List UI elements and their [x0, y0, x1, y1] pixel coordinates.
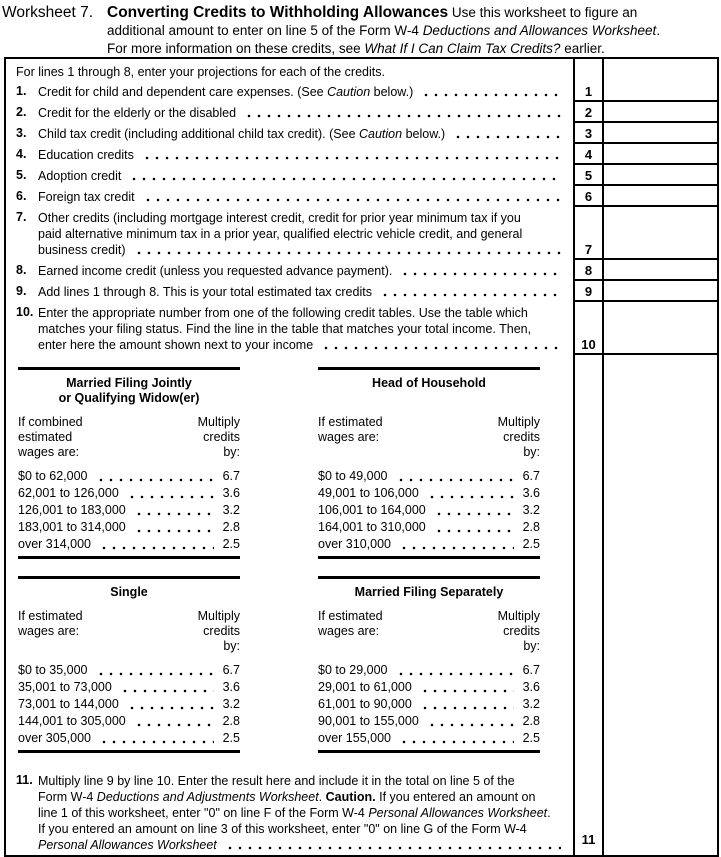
- header-line: credits: [203, 430, 240, 444]
- text-segment: Adoption credit: [38, 169, 122, 183]
- multiplier-value: 2.5: [222, 537, 240, 551]
- header-line: by:: [223, 445, 240, 459]
- table-row: [318, 468, 540, 485]
- multiplier-value: 6.7: [222, 663, 240, 677]
- table-row: [18, 662, 240, 679]
- line-number-10: 10: [573, 302, 602, 355]
- header-paragraph: [107, 0, 721, 58]
- credit-table-single: [18, 576, 240, 753]
- entry-field-line-5[interactable]: [602, 165, 717, 186]
- entry-field-line-4[interactable]: [602, 144, 717, 165]
- dot-leader: [425, 713, 514, 730]
- header-line: Multiply: [497, 415, 540, 429]
- table-title: [18, 585, 240, 600]
- dot-leader: [127, 168, 561, 184]
- item-2-description: [6, 102, 573, 123]
- entry-field-line-10[interactable]: [602, 302, 717, 355]
- text: [38, 126, 445, 142]
- item-last-line: [38, 242, 565, 258]
- text-segment: If you entered an amount on: [375, 790, 536, 804]
- table-row: [18, 485, 240, 502]
- item-number: 8.: [16, 263, 27, 277]
- text-segment: Credit for the elderly or the disabled: [38, 106, 237, 120]
- credit-table-head-of-household: [318, 367, 540, 559]
- item-7-description: [6, 207, 573, 260]
- table-rows: [318, 468, 540, 553]
- dot-leader: [141, 189, 561, 205]
- header-line: credits: [203, 624, 240, 638]
- item-last-line: [38, 105, 565, 121]
- item-6: [16, 189, 565, 205]
- item-text: [38, 147, 565, 163]
- item-number: 5.: [16, 168, 27, 182]
- credit-tables-row-2: [18, 576, 565, 753]
- wage-range: 62,001 to 126,000: [18, 486, 119, 500]
- text-segment: Credit for child and dependent care expenses. (See: [38, 85, 328, 99]
- item-number: 3.: [16, 126, 27, 140]
- table-header: [18, 609, 240, 654]
- text-segment: .: [547, 806, 551, 820]
- wage-range: 183,001 to 314,000: [18, 520, 126, 534]
- dot-leader: [97, 536, 214, 553]
- table-top-rule: [318, 367, 540, 370]
- table-title: [18, 376, 240, 406]
- table-top-rule: [318, 576, 540, 579]
- line-number-9: 9: [573, 281, 602, 302]
- wage-range: $0 to 49,000: [318, 469, 388, 483]
- dot-leader: [118, 679, 214, 696]
- text-segment: Enter the appropriate number from one of the following credit tables. Use the table which: [38, 306, 528, 320]
- item-number: 11.: [16, 773, 33, 787]
- table-bottom-rule: [18, 750, 240, 753]
- worksheet-table: [4, 57, 719, 857]
- table-title-line: Married Filing Separately: [354, 585, 504, 599]
- entry-field-line-8[interactable]: [602, 260, 717, 281]
- entry-field-line-11[interactable]: [602, 355, 717, 855]
- text-segment: Multiply line 9 by line 10. Enter the result here and include it in the total on line 5 of the: [38, 774, 515, 788]
- header-line: If estimated: [318, 609, 383, 623]
- item-last-line: [38, 126, 565, 142]
- item-1-description: [6, 59, 573, 102]
- text-segment: below.): [402, 127, 446, 141]
- credit-table-married-filing-jointly-or-qualifying-widow-er-: [18, 367, 240, 559]
- table-row: [18, 536, 240, 553]
- text-segment: Education credits: [38, 148, 134, 162]
- header-line: wages are:: [18, 445, 80, 459]
- item-5-description: [6, 165, 573, 186]
- table-bottom-rule: [18, 556, 240, 559]
- item-line: [38, 226, 565, 242]
- text-segment: .: [318, 790, 326, 804]
- text-segment: Caution.: [325, 790, 376, 804]
- wage-range: 144,001 to 305,000: [18, 714, 126, 728]
- dot-leader: [425, 485, 514, 502]
- dot-leader: [242, 105, 561, 121]
- table-header: [18, 415, 240, 460]
- page-title: Converting Credits to Withholding Allowances: [107, 4, 449, 21]
- worksheet-header: [0, 0, 721, 57]
- multiplier-value: 2.5: [222, 731, 240, 745]
- item-8: [16, 263, 565, 279]
- text-segment: below.): [370, 85, 414, 99]
- table-title-line: or Qualifying Widow(er): [58, 391, 200, 405]
- worksheet-number-label: Worksheet 7.: [2, 4, 94, 21]
- dot-leader: [394, 662, 514, 679]
- wage-range: over 155,000: [318, 731, 391, 745]
- item-7: [16, 210, 565, 258]
- line-number-11: 11: [573, 355, 602, 855]
- line-number-8: 8: [573, 260, 602, 281]
- wage-range: $0 to 29,000: [318, 663, 388, 677]
- text-segment: For more information on these credits, see: [107, 41, 365, 56]
- text-segment: Form W-4: [38, 790, 97, 804]
- item-6-description: [6, 186, 573, 207]
- wage-range: 73,001 to 144,000: [18, 697, 119, 711]
- text: [38, 147, 134, 163]
- multiplier-value: 2.5: [522, 731, 540, 745]
- header-line: credits: [503, 430, 540, 444]
- dot-leader: [132, 242, 561, 258]
- item-3-description: [6, 123, 573, 144]
- item-line: [38, 305, 565, 321]
- table-header: [318, 415, 540, 460]
- wages-header: [318, 415, 383, 460]
- text: [38, 168, 121, 184]
- multiplier-value: 2.5: [522, 537, 540, 551]
- wage-range: 106,001 to 164,000: [318, 503, 426, 517]
- text: [38, 263, 392, 279]
- wage-range: $0 to 35,000: [18, 663, 88, 677]
- text-segment: line 1 of this worksheet, enter "0" on line F of the Form W-4: [38, 806, 369, 820]
- item-number: 6.: [16, 189, 27, 203]
- text: [38, 105, 236, 121]
- table-row: [18, 679, 240, 696]
- item-text: [38, 84, 565, 100]
- multiplier-value: 3.2: [222, 697, 240, 711]
- text-segment: additional amount to enter on line 5 of the Form W-4: [107, 23, 423, 38]
- table-row: [318, 679, 540, 696]
- wage-range: 29,001 to 61,000: [318, 680, 412, 694]
- header-line: [107, 22, 721, 40]
- item-text: [38, 126, 565, 142]
- table-row: [318, 696, 540, 713]
- table-rows: [318, 662, 540, 747]
- header-line: [107, 40, 721, 58]
- dot-leader: [397, 730, 514, 747]
- header-line: wages are:: [318, 624, 380, 638]
- entry-field-line-6[interactable]: [602, 186, 717, 207]
- table-row: [318, 502, 540, 519]
- line-number-1: 1: [573, 59, 602, 102]
- multiplier-header: [498, 415, 540, 460]
- item-10: [16, 305, 565, 353]
- dot-leader: [394, 468, 514, 485]
- table-rows: [18, 662, 240, 747]
- text-segment: Deductions and Adjustments Worksheet: [96, 790, 319, 804]
- item-9-description: [6, 281, 573, 302]
- item-4: [16, 147, 565, 163]
- text-segment: Use this worksheet to figure an: [448, 5, 638, 20]
- multiplier-value: 2.8: [222, 714, 240, 728]
- line-number-6: 6: [573, 186, 602, 207]
- multiplier-value: 2.8: [522, 714, 540, 728]
- table-title: [318, 585, 540, 600]
- table-row: [318, 662, 540, 679]
- multiplier-value: 6.7: [522, 663, 540, 677]
- tables-and-item-11: [6, 355, 573, 855]
- text-segment: Personal Allowances Worksheet: [38, 838, 217, 852]
- header-line: [107, 4, 721, 22]
- item-last-line: [38, 147, 565, 163]
- text-segment: Personal Allowances Worksheet: [368, 806, 548, 820]
- dot-leader: [418, 696, 514, 713]
- item-last-line: [38, 84, 565, 100]
- multiplier-header: [198, 415, 240, 460]
- dot-leader: [97, 730, 214, 747]
- multiplier-value: 3.2: [522, 503, 540, 517]
- table-row: [318, 485, 540, 502]
- item-text: [38, 105, 565, 121]
- dot-leader: [132, 713, 214, 730]
- item-line: [38, 210, 565, 226]
- table-bottom-rule: [318, 750, 540, 753]
- table-row: [18, 502, 240, 519]
- wage-range: over 310,000: [318, 537, 391, 551]
- text-segment: Caution: [327, 85, 371, 99]
- table-row: [18, 730, 240, 747]
- header-line: Multiply: [197, 415, 240, 429]
- entry-field-line-9[interactable]: [602, 281, 717, 302]
- item-line: [38, 321, 565, 337]
- text: [38, 84, 413, 100]
- wages-header: [318, 609, 383, 654]
- table-title: [318, 376, 540, 406]
- item-9: [16, 284, 565, 300]
- line-number-5: 5: [573, 165, 602, 186]
- line-number-2: 2: [573, 102, 602, 123]
- dot-leader: [319, 337, 561, 353]
- dot-leader: [418, 679, 514, 696]
- wage-range: 90,001 to 155,000: [318, 714, 419, 728]
- table-title-line: Single: [110, 585, 148, 599]
- item-last-line: [38, 263, 565, 279]
- multiplier-header: [198, 609, 240, 654]
- item-text: [38, 263, 565, 279]
- dot-leader: [398, 263, 561, 279]
- item-2: [16, 105, 565, 121]
- header-line: by:: [523, 445, 540, 459]
- multiplier-value: 3.6: [522, 680, 540, 694]
- header-line: If estimated: [18, 609, 83, 623]
- dot-leader: [378, 284, 561, 300]
- item-text: [38, 773, 565, 853]
- text: [38, 189, 135, 205]
- item-number: 4.: [16, 147, 27, 161]
- text-segment: enter here the amount shown next to your income: [38, 338, 314, 352]
- header-line: credits: [503, 624, 540, 638]
- wage-range: 126,001 to 183,000: [18, 503, 126, 517]
- text-segment: If you entered an amount on line 3 of this worksheet, enter "0" on line G of the Form W-4: [38, 822, 527, 836]
- item-number: 10.: [16, 305, 34, 319]
- dot-leader: [94, 662, 214, 679]
- multiplier-value: 3.2: [522, 697, 540, 711]
- item-line: [38, 773, 565, 789]
- table-row: [18, 468, 240, 485]
- item-last-line: [38, 189, 565, 205]
- header-line: estimated: [18, 430, 73, 444]
- table-row: [318, 519, 540, 536]
- entry-field-line-2[interactable]: [602, 102, 717, 123]
- wage-range: over 305,000: [18, 731, 91, 745]
- wage-range: 49,001 to 106,000: [318, 486, 419, 500]
- text: [38, 284, 372, 300]
- header-line: wages are:: [318, 430, 380, 444]
- entry-field-line-7[interactable]: [602, 207, 717, 260]
- entry-field-line-3[interactable]: [602, 123, 717, 144]
- table-row: [18, 696, 240, 713]
- multiplier-value: 3.6: [222, 680, 240, 694]
- multiplier-value: 6.7: [222, 469, 240, 483]
- item-text: [38, 210, 565, 258]
- text-segment: paid alternative minimum tax in a prior year, qualified electric vehicle credit, and general: [38, 227, 523, 241]
- table-top-rule: [18, 367, 240, 370]
- dot-leader: [140, 147, 561, 163]
- line-number-4: 4: [573, 144, 602, 165]
- text: [38, 337, 313, 353]
- credit-tables-row-1: [18, 367, 565, 559]
- table-title-line: Married Filing Jointly: [66, 376, 192, 390]
- wages-header: [18, 415, 83, 460]
- item-line: [38, 789, 565, 805]
- text-segment: Earned income credit (unless you requested advance payment).: [38, 264, 393, 278]
- item-11: [16, 773, 565, 853]
- intro-text: For lines 1 through 8, enter your projections for each of the credits.: [16, 65, 385, 79]
- text-segment: What If I Can Claim Tax Credits?: [364, 41, 561, 56]
- multiplier-value: 3.2: [222, 503, 240, 517]
- dot-leader: [223, 837, 561, 853]
- table-title-line: Head of Household: [372, 376, 486, 390]
- text: [38, 837, 217, 853]
- header-line: If combined: [18, 415, 83, 429]
- header-line: by:: [223, 639, 240, 653]
- table-row: [18, 519, 240, 536]
- item-last-line: [38, 837, 565, 853]
- multiplier-value: 3.6: [522, 486, 540, 500]
- table-bottom-rule: [318, 556, 540, 559]
- header-line: Multiply: [497, 609, 540, 623]
- item-number: 9.: [16, 284, 27, 298]
- header-line: Multiply: [197, 609, 240, 623]
- dot-leader: [125, 485, 214, 502]
- text-segment: Foreign tax credit: [38, 190, 135, 204]
- text-segment: matches your filing status. Find the line in the table that matches your total income. Then,: [38, 322, 532, 336]
- text-segment: Caution: [359, 127, 403, 141]
- credit-table-married-filing-separately: [318, 576, 540, 753]
- text-segment: Add lines 1 through 8. This is your total estimated tax credits: [38, 285, 372, 299]
- item-1: [16, 84, 565, 100]
- table-row: [318, 730, 540, 747]
- item-number: 2.: [16, 105, 27, 119]
- text-segment: .: [656, 23, 661, 38]
- wage-range: $0 to 62,000: [18, 469, 88, 483]
- dot-leader: [132, 502, 214, 519]
- item-number: 7.: [16, 210, 27, 224]
- text-segment: Other credits (including mortgage interest credit, credit for prior year minimum tax if you: [38, 211, 521, 225]
- dot-leader: [451, 126, 561, 142]
- item-line: [38, 821, 565, 837]
- multiplier-header: [498, 609, 540, 654]
- item-4-description: [6, 144, 573, 165]
- dot-leader: [432, 519, 514, 536]
- table-row: [318, 713, 540, 730]
- table-row: [18, 713, 240, 730]
- item-last-line: [38, 337, 565, 353]
- item-10-description: [6, 302, 573, 355]
- wage-range: 35,001 to 73,000: [18, 680, 112, 694]
- wage-range: 164,001 to 310,000: [318, 520, 426, 534]
- multiplier-value: 3.6: [222, 486, 240, 500]
- item-3: [16, 126, 565, 142]
- item-5: [16, 168, 565, 184]
- text-segment: earlier.: [560, 41, 605, 56]
- header-line: by:: [523, 639, 540, 653]
- text: [38, 242, 126, 258]
- item-text: [38, 168, 565, 184]
- wages-header: [18, 609, 83, 654]
- multiplier-value: 6.7: [522, 469, 540, 483]
- item-line: [38, 805, 565, 821]
- text-segment: business credit): [38, 243, 126, 257]
- item-text: [38, 189, 565, 205]
- dot-leader: [94, 468, 214, 485]
- wage-range: 61,001 to 90,000: [318, 697, 412, 711]
- line-number-3: 3: [573, 123, 602, 144]
- item-last-line: [38, 284, 565, 300]
- dot-leader: [132, 519, 214, 536]
- dot-leader: [397, 536, 514, 553]
- multiplier-value: 2.8: [222, 520, 240, 534]
- dot-leader: [432, 502, 514, 519]
- item-number: 1.: [16, 84, 27, 98]
- dot-leader: [125, 696, 214, 713]
- dot-leader: [419, 84, 561, 100]
- header-line: If estimated: [318, 415, 383, 429]
- wage-range: over 314,000: [18, 537, 91, 551]
- item-text: [38, 284, 565, 300]
- text-segment: Deductions and Allowances Worksheet: [422, 23, 657, 38]
- multiplier-value: 2.8: [522, 520, 540, 534]
- item-8-description: [6, 260, 573, 281]
- table-row: [318, 536, 540, 553]
- table-rows: [18, 468, 240, 553]
- item-text: [38, 305, 565, 353]
- table-top-rule: [18, 576, 240, 579]
- line-number-7: 7: [573, 207, 602, 260]
- entry-field-line-1[interactable]: [602, 59, 717, 102]
- table-header: [318, 609, 540, 654]
- item-last-line: [38, 168, 565, 184]
- header-line: wages are:: [18, 624, 80, 638]
- text-segment: Child tax credit (including additional child tax credit). (See: [38, 127, 359, 141]
